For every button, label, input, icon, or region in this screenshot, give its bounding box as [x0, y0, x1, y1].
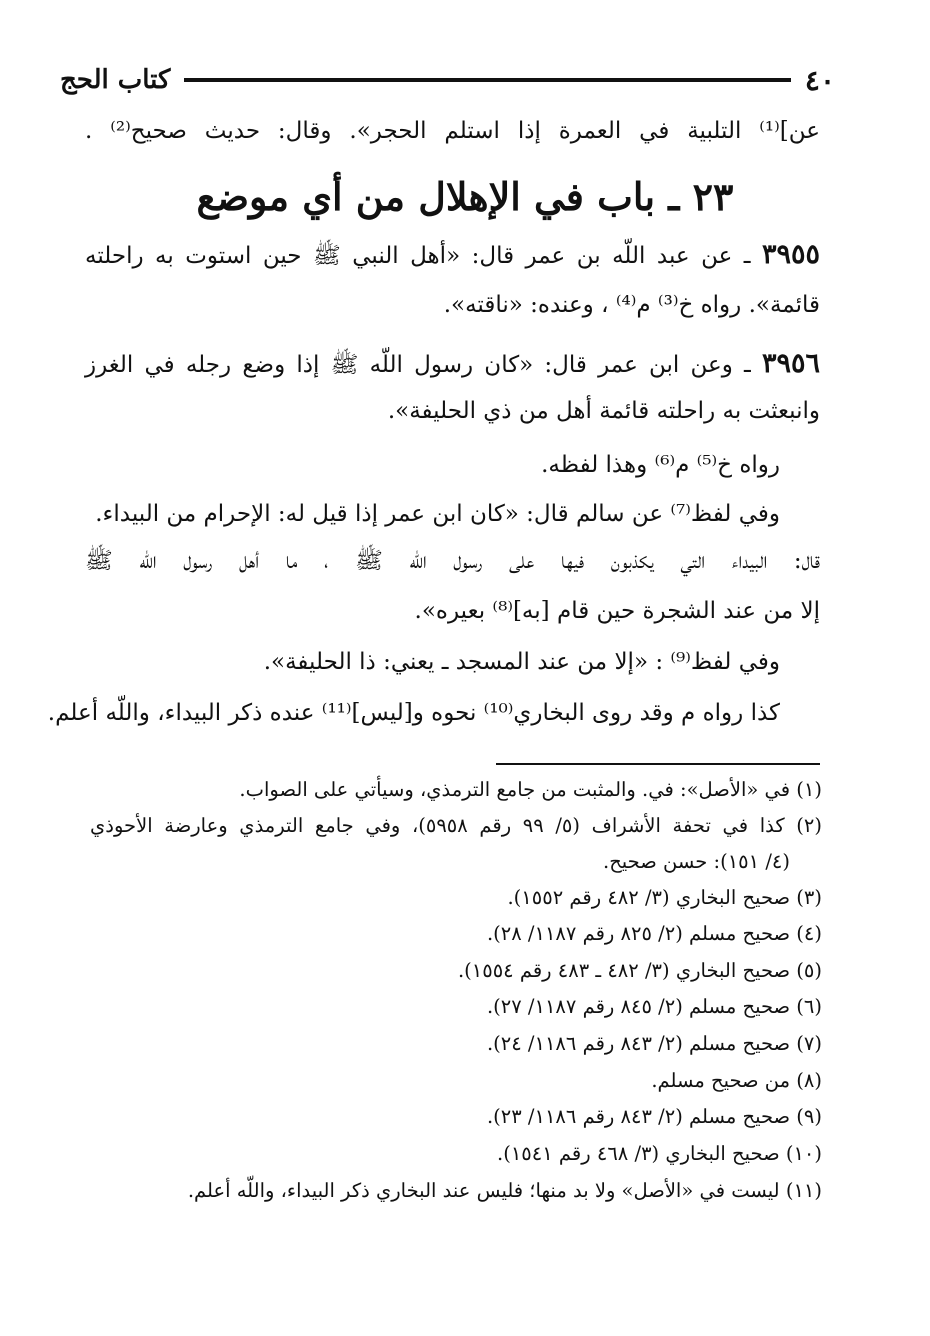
footnote-4: (٤) صحيح مسلم (٢/ ٨٢٥ رقم ١١٨٧/ ٢٨). — [486, 922, 822, 945]
footnote-5: (٥) صحيح البخاري (٣/ ٤٨٢ ـ ٤٨٣ رقم ١٥٥٤). — [457, 959, 822, 982]
footnote-1: (١) في «الأصل»: في. والمثبت من جامع الترمذي، وسيأتي على الصواب. — [239, 778, 822, 801]
hadith-3956-line-8: كذا رواه م وقد روى البخاري⁽¹⁰⁾ نحوه و[ليس]⁽¹¹⁾ عنده ذكر البيداء، واللّه أعلم. — [47, 700, 780, 726]
hadith-3956-text-1: ـ وعن ابن عمر قال: «كان رسول اللّه ﷺ إذا وضع رجله في الغرز — [85, 352, 751, 378]
hadith-3956-line-6: إلا من عند الشجرة حين قام [به]⁽⁸⁾ بعيره». — [414, 598, 820, 624]
chapter-title: ٢٣ ـ باب في الإهلال من أي موضع — [196, 174, 734, 219]
hadith-3956-line-7: وفي لفظ⁽⁹⁾ : «إلا من عند المسجد ـ يعني: ذا الحليفة». — [263, 649, 780, 675]
hadith-3955-line-1 — [85, 236, 820, 275]
hadith-3956-line-5: قال: البيداء التي يكذبون فيها على رسول اللّه ﷺ ، ما أهل رسول اللّه ﷺ — [85, 548, 820, 574]
page-number: ٤٠ — [804, 63, 835, 97]
header-rule — [184, 78, 791, 82]
hadith-3956-line-2: وانبعثت به راحلته قائمة أهل من ذي الحليفة». — [387, 398, 820, 424]
hadith-3955-line-2: قائمة». رواه خ⁽³⁾ م⁽⁴⁾ ، وعنده: «ناقته». — [443, 292, 820, 318]
footnote-11: (١١) ليست في «الأصل» ولا بد منها؛ فليس عند البخاري ذكر البيداء، واللّه أعلم. — [187, 1179, 822, 1202]
footnote-2-continued: (٤/ ١٥١): حسن صحيح. — [603, 850, 790, 873]
hadith-3956-line-1 — [85, 345, 820, 384]
footnote-2: (٢) كذا في تحفة الأشراف (٥/ ٩٩ رقم ٥٩٥٨)، وفي جامع الترمذي وعارضة الأحوذي — [90, 814, 822, 837]
footnote-10: (١٠) صحيح البخاري (٣/ ٤٦٨ رقم ١٥٤١). — [497, 1142, 822, 1165]
footnote-8: (٨) من صحيح مسلم. — [651, 1069, 822, 1092]
footnote-6: (٦) صحيح مسلم (٢/ ٨٤٥ رقم ١١٨٧/ ٢٧). — [486, 995, 822, 1018]
book-title: كتاب الحج — [60, 65, 171, 95]
footnote-7: (٧) صحيح مسلم (٢/ ٨٤٣ رقم ١١٨٦/ ٢٤). — [486, 1032, 822, 1055]
hadith-3956-line-3: رواه خ⁽⁵⁾ م⁽⁶⁾ وهذا لفظه. — [541, 452, 780, 478]
hadith-3956-line-4: وفي لفظ⁽⁷⁾ عن سالم قال: «كان ابن عمر إذا قيل له: الإحرام من البيداء. — [95, 501, 780, 527]
hadith-3955-text-1: ـ عن عبد اللّه بن عمر قال: «أهل النبي ﷺ حين استوت به راحلته — [85, 243, 751, 269]
running-header — [60, 58, 835, 102]
footnote-separator — [496, 763, 820, 765]
footnote-9: (٩) صحيح مسلم (٢/ ٨٤٣ رقم ١١٨٦/ ٢٣). — [486, 1105, 822, 1128]
hadith-3956-number: ٣٩٥٦ — [761, 348, 820, 379]
hadith-3955-number: ٣٩٥٥ — [761, 239, 820, 270]
body-line-1: عن]⁽¹⁾ التلبية في العمرة إذا استلم الحجر». وقال: حديث صحيح⁽²⁾ . — [85, 118, 820, 144]
footnote-3: (٣) صحيح البخاري (٣/ ٤٨٢ رقم ١٥٥٢). — [507, 886, 822, 909]
